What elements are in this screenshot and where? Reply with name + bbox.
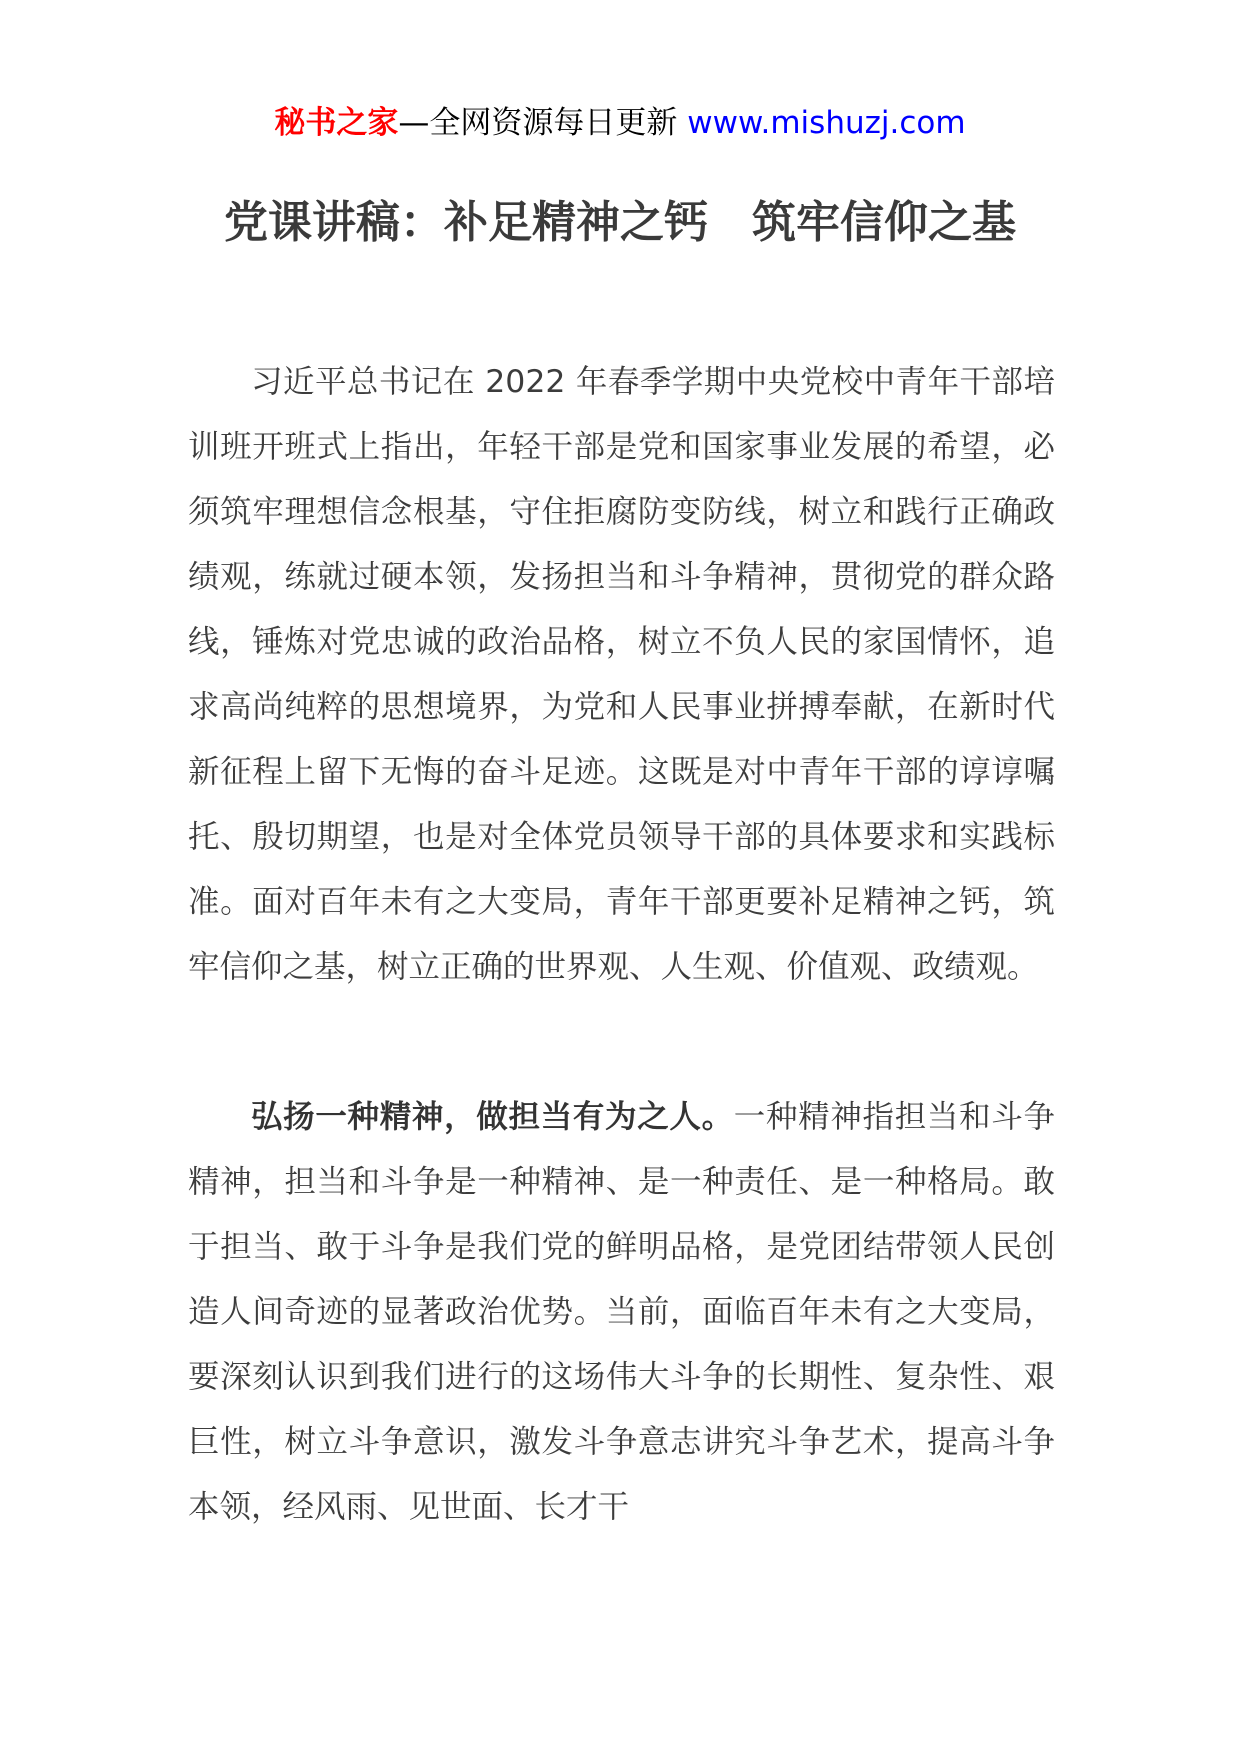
paragraph-lead-heading: 弘扬一种精神，做担当有为之人。 (251, 1099, 734, 1135)
site-header (0, 100, 1240, 146)
site-url-link[interactable]: www.mishuzj.com (687, 105, 966, 141)
body-paragraph-1: 习近平总书记在 2022 年春季学期中央党校中青年干部培训班开班式上指出，年轻干部是党和国家事业发展的希望，必须筑牢理想信念根基，守住拒腐防变防线，树立和践行正确政绩观，练就过硬本领，发扬担当和斗争精神，贯彻党的群众路线，锤炼对党忠诚的政治品格，树立不负人民的家国情怀，追求高尚纯粹的思想境界，为党和人民事业拼搏奉献，在新时代新征程上留下无悔的奋斗足迹。这既是对中青年干部的谆谆嘱托、殷切期望，也是对全体党员领导干部的具体要求和实践标准。面对百年未有之大变局，青年干部更要补足精神之钙，筑牢信仰之基，树立正确的世界观、人生观、价值观、政绩观。 (188, 364, 1055, 985)
header-tagline: —全网资源每日更新 (398, 105, 688, 141)
brand-name: 秘书之家 (274, 105, 399, 141)
body-paragraph-2 (188, 1085, 1055, 1540)
paragraph-body-text: 一种精神指担当和斗争精神，担当和斗争是一种精神、是一种责任、是一种格局。敢于担当、敢于斗争是我们党的鲜明品格，是党团结带领人民创造人间奇迹的显著政治优势。当前，面临百年未有之大变局，要深刻认识到我们进行的这场伟大斗争的长期性、复杂性、艰巨性，树立斗争意识，激发斗争意志讲究斗争艺术，提高斗争本领，经风雨、见世面、长才干 (188, 1099, 1055, 1525)
document-title: 党课讲稿：补足精神之钙 筑牢信仰之基 (224, 197, 1016, 248)
